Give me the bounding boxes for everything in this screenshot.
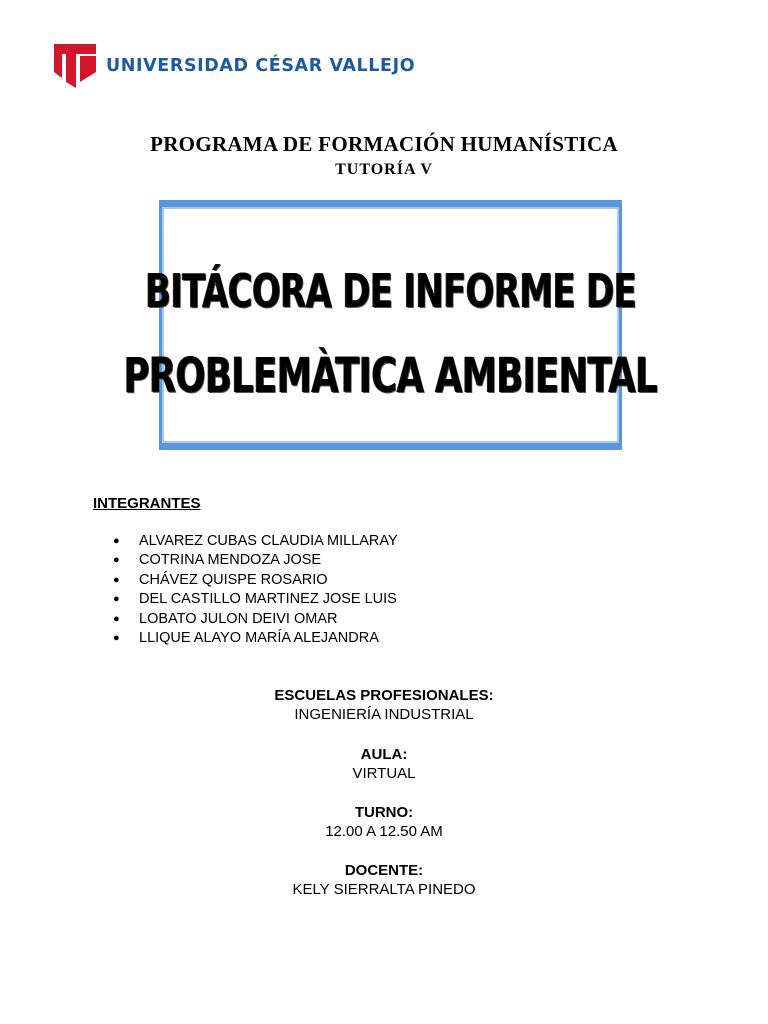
member-name: LLIQUE ALAYO MARÍA ALEJANDRA	[139, 629, 379, 646]
docente-value: KELY SIERRALTA PINEDO	[292, 881, 476, 898]
tutoria-subtitle: TUTORÍA V	[335, 161, 433, 178]
member-name: ALVAREZ CUBAS CLAUDIA MILLARAY	[139, 533, 398, 549]
bullet-icon: ●	[113, 573, 120, 586]
turno-label: TURNO:	[354, 804, 414, 821]
aula-block	[0, 746, 768, 782]
aula-value: VIRTUAL	[352, 765, 416, 782]
title-banner	[123, 200, 658, 450]
member-name: DEL CASTILLO MARTINEZ JOSE LUIS	[139, 591, 397, 608]
members-list	[113, 532, 398, 648]
aula-label: AULA:	[360, 746, 408, 763]
bullet-icon: ●	[113, 554, 120, 567]
escuelas-value: INGENIERÍA INDUSTRIAL	[294, 706, 474, 723]
docente-label: DOCENTE:	[344, 862, 424, 879]
list-item	[113, 532, 398, 551]
member-name: COTRINA MENDOZA JOSE	[139, 552, 322, 569]
university-shield-logo-icon	[52, 42, 98, 90]
turno-block	[0, 804, 768, 840]
banner-title-line-1: BITÁCORA DE INFORME DE	[145, 264, 636, 318]
banner-title-line-2: PROBLEMÀTICA AMBIENTAL	[123, 348, 658, 404]
member-name: LOBATO JULON DEIVI OMAR	[139, 610, 338, 627]
program-title: PROGRAMA DE FORMACIÓN HUMANÍSTICA	[150, 132, 618, 156]
bullet-icon: ●	[113, 631, 120, 644]
list-item	[113, 571, 398, 590]
university-name: UNIVERSIDAD CÉSAR VALLEJO	[106, 56, 416, 76]
escuelas-label: ESCUELAS PROFESIONALES:	[274, 687, 494, 704]
turno-value: 12.00 A 12.50 AM	[325, 823, 443, 840]
university-logo	[52, 42, 415, 90]
bullet-icon: ●	[113, 612, 120, 625]
escuelas-block	[0, 687, 768, 723]
docente-block	[0, 862, 768, 898]
list-item	[113, 629, 398, 648]
list-item	[113, 551, 398, 570]
members-heading: INTEGRANTES	[93, 495, 201, 512]
bullet-icon: ●	[113, 535, 120, 547]
bullet-icon: ●	[113, 593, 120, 606]
list-item	[113, 610, 398, 629]
title-banner-inner	[123, 209, 658, 441]
member-name: CHÁVEZ QUISPE ROSARIO	[139, 571, 328, 588]
list-item	[113, 590, 398, 609]
